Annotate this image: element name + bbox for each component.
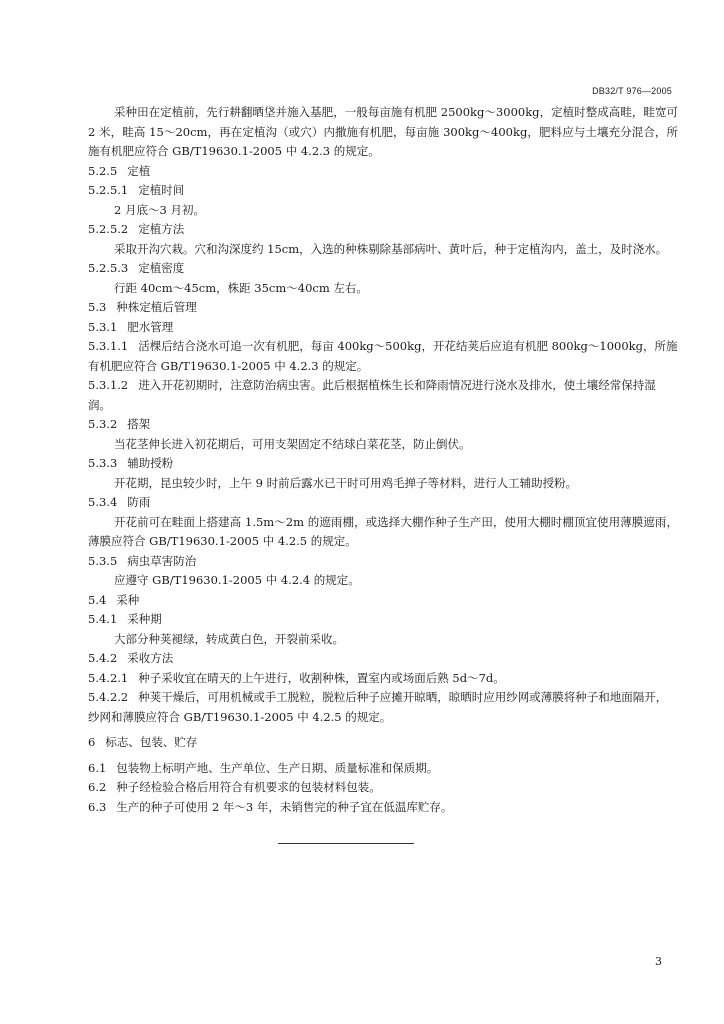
clause-text: 种子经检验合格后用符合有机要求的包装材料包装。 [116,780,381,794]
body-container [88,103,678,817]
body-paragraph: 应遵守 GB/T19630.1-2005 中 4.2.4 的规定。 [114,573,360,587]
clause [88,778,678,798]
clause-number: 5.3.1.2 [88,378,129,392]
clause-number: 5.4.2 [88,651,118,665]
clause-number: 5.3.1 [88,319,118,334]
clause-text: 定植密度 [138,261,185,275]
standard-code: DB32/T 976—2005 [592,86,672,96]
clause-text: 种荚干燥后，可用机械或手工脱粒，脱粒后种子应摊开晾晒，晾晒时应用纱网或薄膜将种子和地面隔开，纱网和薄膜应符合 GB/T19630.1-2005 中 4.2.5 的规定。 [88,690,668,724]
body-paragraph: 采种田在定植前，先行耕翻晒垡并施入基肥，一般每亩施有机肥 2500kg～3000kg，定植时整成高畦，畦宽可 2 米，畦高 15～20cm，再在定植沟（或穴）内撒施有机肥，每亩施 300kg～400kg，肥料应与土壤充分混合，所施有机肥应符合 GB/T19630.1-2005 中 4.2.3 的规定。 [88,105,678,158]
clause-text: 定植时间 [138,183,185,197]
clause-text: 采种期 [127,612,162,626]
clause [88,337,678,376]
clause [88,376,678,415]
clause-text: 采种 [116,592,140,607]
clause [88,298,678,318]
body-paragraph: 2 月底～3 月初。 [114,202,205,217]
clause [88,649,678,669]
clause-number: 6.3 [88,799,107,814]
clause-number: 5.2.5 [88,163,118,178]
clause-number: 5.4.1 [88,612,118,626]
clause [88,259,678,279]
clause-number: 5.4 [88,592,107,607]
chapter-heading [88,733,678,753]
clause-text: 生产的种子可使用 2 年～3 年，未销售完的种子宜在低温库贮存。 [116,799,453,814]
clause [88,415,678,435]
clause-text: 定植 [127,163,151,178]
clause-number: 6 [88,735,96,749]
clause-text: 采收方法 [127,651,174,665]
clause [88,798,678,818]
clause-text: 防雨 [127,495,151,509]
body-paragraph: 行距 40cm～45cm，株距 35cm～40cm 左右。 [114,280,368,295]
clause-number: 5.4.2.1 [88,670,129,685]
clause-text: 定植方法 [138,222,185,236]
clause [88,318,678,338]
body-paragraph: 大部分种荚褪绿，转成黄白色，开裂前采收。 [114,631,344,646]
clause-text: 辅助授粉 [127,456,174,470]
clause-number: 5.3 [88,300,107,314]
clause [88,669,678,689]
clause-text: 病虫草害防治 [127,553,197,568]
clause [88,181,678,201]
clause [88,493,678,513]
clause-text: 肥水管理 [127,319,174,334]
clause-number: 5.2.5.2 [88,222,129,236]
clause [88,759,678,779]
clause-number: 5.3.1.1 [88,339,129,353]
clause-number: 6.1 [88,760,107,775]
clause-number: 5.2.5.1 [88,183,129,197]
body-paragraph: 开花前可在畦面上搭建高 1.5m～2m 的遮雨棚，或选择大棚作种子生产田，使用大棚时棚顶宜使用薄膜遮雨，薄膜应符合 GB/T19630.1-2005 中 4.2.5 的规定。 [88,514,678,548]
clause [88,162,678,182]
document-body [88,103,678,817]
page-number: 3 [655,955,662,968]
clause [88,552,678,572]
clause-number: 5.3.5 [88,553,118,568]
end-rule [278,843,414,844]
clause-number: 5.3.4 [88,495,118,509]
body-paragraph: 采取开沟穴栽。穴和沟深度约 15cm，入选的种株剔除基部病叶、黄叶后，种于定植沟内，盖土，及时浇水。 [114,241,668,256]
body-paragraph: 开花期，昆虫较少时，上午 9 时前后露水已干时可用鸡毛掸子等材料，进行人工辅助授粉。 [114,475,578,490]
clause-text: 种子采收宜在晴天的上午进行，收割种株，置室内或场面后熟 5d～7d。 [138,670,505,685]
body-paragraph: 当花茎伸长进入初花期后，可用支架固定不结球白菜花茎，防止倒伏。 [114,436,471,451]
clause [88,220,678,240]
clause-text: 活棵后结合浇水可追一次有机肥，每亩 400kg～500kg，开花结荚后应追有机肥 800kg～1000kg，所施有机肥应符合 GB/T19630.1-2005 中 4.2.3 的规定。 [88,339,678,373]
clause-number: 5.3.2 [88,417,118,431]
clause [88,688,678,727]
clause [88,610,678,630]
clause-text: 包装物上标明产地、生产单位、生产日期、质量标准和保质期。 [116,760,439,775]
clause-text: 进入开花初期时，注意防治病虫害。此后根据植株生长和降雨情况进行浇水及排水，使土壤经常保持湿润。 [88,378,656,412]
clause-number: 6.2 [88,780,107,794]
clause-text: 搭架 [127,417,151,431]
clause [88,591,678,611]
clause-number: 5.3.3 [88,456,118,470]
clause-text: 标志、包装、贮存 [105,735,198,749]
clause-text: 种株定植后管理 [116,300,197,314]
clause [88,454,678,474]
clause-number: 5.2.5.3 [88,261,129,275]
clause-number: 5.4.2.2 [88,690,129,704]
